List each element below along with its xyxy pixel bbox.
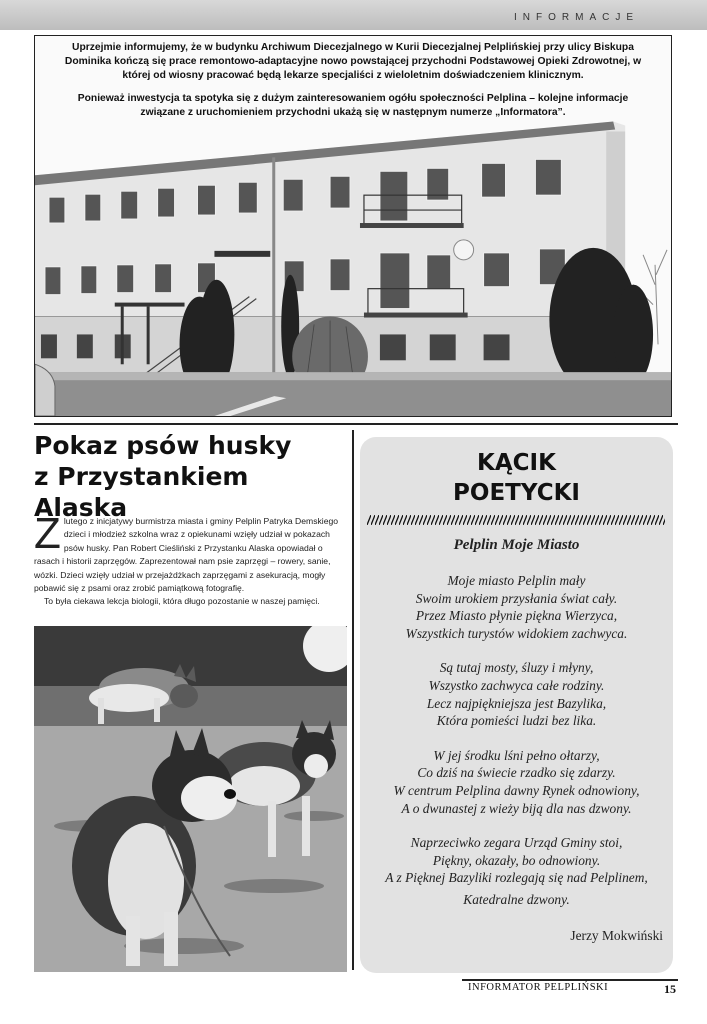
poem-line: A o dwunastej z wieży biją dla nas dzwony.	[401, 800, 632, 816]
notice-paragraph-2: Ponieważ inwestycja ta spotyka się z dużym zainteresowaniem ogółu społeczności Pelplina – kolejne informacje związane z uruchomieniem przychodni ukażą się w następnym numerze „Informatora”.	[77, 93, 629, 118]
article-title-line-1: Pokaz psów husky	[34, 431, 292, 460]
section-label: INFORMACJE	[514, 12, 639, 23]
poem-line: Wszystkich turystów widokiem zachwyca.	[405, 625, 628, 641]
poem-line: Moje miasto Pelplin mały	[447, 573, 586, 588]
article-paragraph: lutego z inicjatywy burmistrza miasta i gminy Pelplin Patryka Demskiego dzieci i młodzież szkolna wraz z opiekunami wzięły udział w pokazach psów husky. Pan Robert Cieśliński z Przystanku Alaska opowiadał o rasach i historii zaprzęgów. Zaprezentował nam psie zaprzęgi – rowery, sanie, wózki. Dzieci wzięły udział w przejażdżkach zaprzęgami z asekuracją, mogły pobawić się z psami oraz zrobić pamiątkową fotografię.	[34, 516, 339, 594]
article-title	[34, 430, 344, 523]
poetry-header	[360, 448, 673, 508]
hatch-divider	[367, 515, 665, 525]
poetry-header-line-1: KĄCIK	[477, 450, 556, 476]
article-body	[34, 509, 346, 609]
poem-line: Katedralne dzwony.	[463, 891, 570, 907]
poem-line: Wszystko zachwyca całe rodziny.	[428, 677, 605, 693]
page-number: 15	[664, 982, 676, 996]
poem-line: W centrum Pelplina dawny Rynek odnowiony,	[393, 782, 640, 798]
drop-cap: Z	[34, 509, 61, 558]
poem-line: Naprzeciwko zegara Urząd Gminy stoi,	[410, 835, 623, 851]
stanza-3	[360, 747, 673, 817]
poem-line: Piękny, okazały, bo odnowiony.	[432, 852, 601, 868]
poem-author: Jerzy Mokwiński	[570, 928, 663, 943]
poem-line: A z Pięknej Bazyliki rozlegają się nad Pelplinem,	[385, 870, 648, 886]
footer-rule	[462, 979, 678, 981]
notice-text	[35, 36, 671, 129]
column-divider	[352, 430, 354, 970]
stanza-2	[360, 659, 673, 729]
stanza-4	[360, 834, 673, 908]
notice-box	[34, 35, 672, 417]
notice-paragraph-1: Uprzejmie informujemy, że w budynku Archiwum Diecezjalnego w Kurii Diecezjalnej Pelplińskiej przy ulicy Biskupa Dominika kończą się prace remontowo-adaptacyjne nowo powstającej przychodni Podstawowej Opieki Zdrowotnej, w której od wiosny pracować będą lekarze specjaliści z wieloletnim doświadczeniem klinicznym.	[64, 42, 642, 81]
article-title-line-2: z Przystankiem Alaska	[34, 462, 249, 522]
poem-line: Co dziś na świecie rzadko się zdarzy.	[417, 765, 616, 781]
publication-name: INFORMATOR PELPLIŃSKI	[468, 982, 609, 993]
article-closing: To była ciekawa lekcja biologii, która długo pozostanie w naszej pamięci.	[44, 596, 320, 607]
husky-dogs-photo	[34, 626, 347, 972]
stanza-1	[360, 572, 673, 642]
poem-line: Która pomieści ludzi bez lika.	[436, 713, 597, 729]
poem-line: Przez Miasto płynie piękna Wierzyca,	[415, 608, 618, 624]
poem-line: Są tutaj mosty, śluzy i młyny,	[439, 660, 594, 676]
poetry-header-line-2: POETYCKI	[453, 480, 580, 506]
poem	[360, 572, 673, 926]
poem-title: Pelplin Moje Miasto	[453, 537, 580, 553]
section-rule	[34, 423, 678, 425]
poem-line: Lecz najpiękniejsza jest Bazylika,	[426, 695, 607, 711]
poem-line: Swoim urokiem przysłania świat cały.	[415, 590, 618, 606]
poem-line: W jej środku lśni pełno ołtarzy,	[433, 747, 600, 763]
